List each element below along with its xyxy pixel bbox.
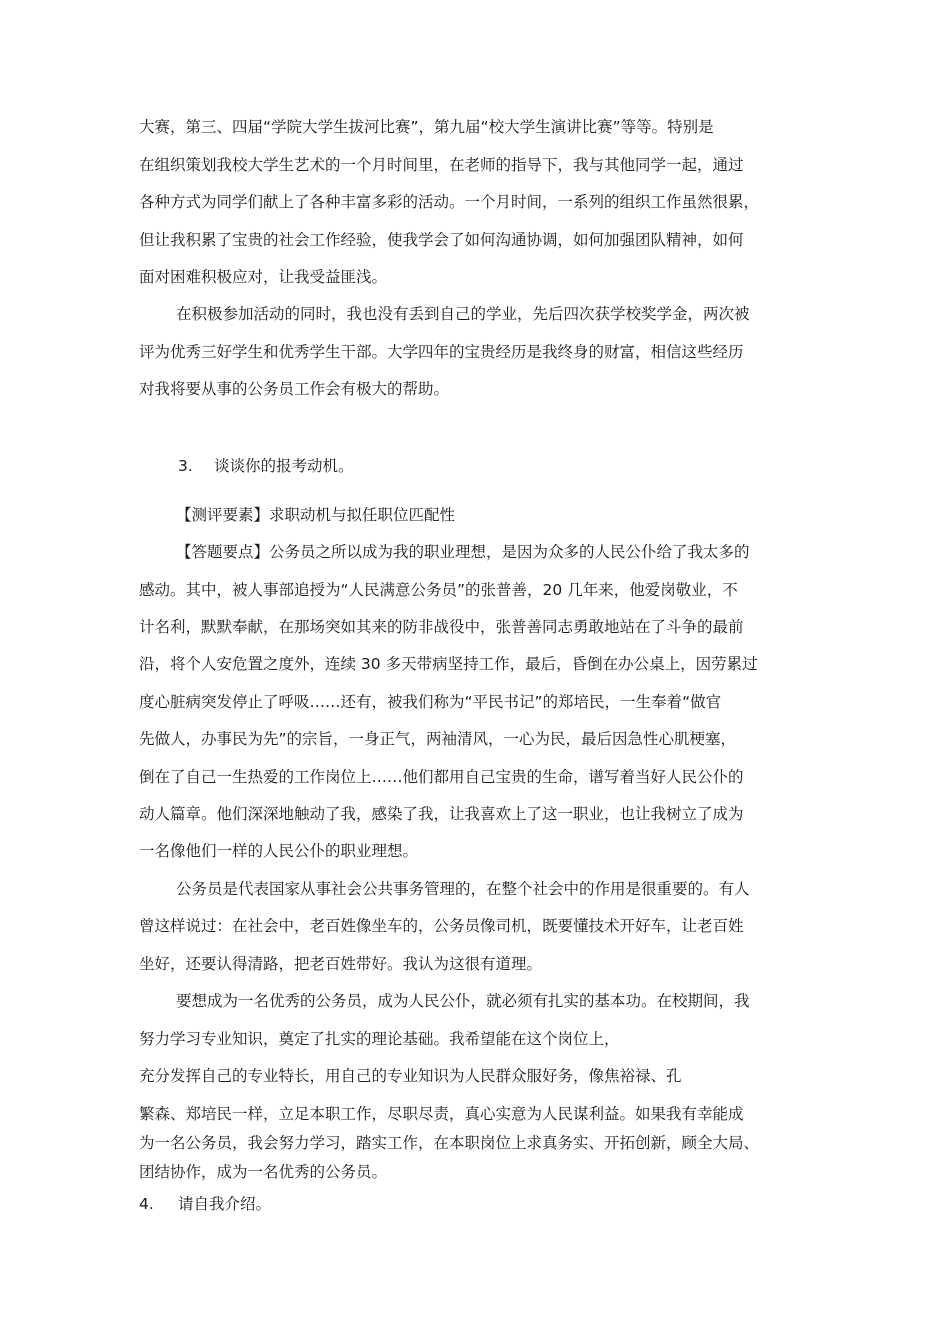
question-text: 谈谈你的报考动机。 [214,457,354,475]
paragraph-line: 坐好，还要认得清路，把老百姓带好。我认为这很有道理。 [139,955,543,973]
paragraph-line: 要想成为一名优秀的公务员，成为人民公仆，就必须有扎实的基本功。在校期间，我 [176,992,750,1010]
paragraph-line: 动人篇章。他们深深地触动了我，感染了我，让我喜欢上了这一职业，也让我树立了成为 [139,805,744,823]
paragraph-line: 各种方式为同学们献上了各种丰富多彩的活动。一个月时间，一系列的组织工作虽然很累， [139,193,760,211]
paragraph-line: 评为优秀三好学生和优秀学生干部。大学四年的宝贵经历是我终身的财富，相信这些经历 [139,343,744,361]
paragraph-line: 计名利，默默奉献，在那场突如其来的防非战役中，张普善同志勇敢地站在了斗争的最前 [139,618,744,636]
paragraph-line: 努力学习专业知识，奠定了扎实的理论基础。我希望能在这个岗位上， [139,1030,620,1048]
paragraph-line: 团结协作，成为一名优秀的公务员。 [139,1163,388,1181]
paragraph-line: 倒在了自己一生热爱的工作岗位上……他们都用自己宝贵的生命，谱写着当好人民公仆的 [139,768,744,786]
paragraph-line: 沿，将个人安危置之度外，连续 30 多天带病坚持工作，最后，昏倒在办公桌上，因劳累过 [139,655,758,673]
paragraph-line: 公务员是代表国家从事社会公共事务管理的，在整个社会中的作用是很重要的。有人 [176,880,750,898]
list-number: 4. [139,1195,154,1213]
list-number: 3. [178,457,193,475]
evaluation-factors: 【测评要素】求职动机与拟任职位匹配性 [176,506,456,524]
paragraph-line: 繁森、郑培民一样，立足本职工作，尽职尽责，真心实意为人民谋利益。如果我有幸能成 [139,1105,744,1123]
paragraph-line: 度心脏病突发停止了呼吸……还有，被我们称为“平民书记”的郑培民，一生奉着“做官 [139,693,722,711]
paragraph-line: 在组织策划我校大学生艺术的一个月时间里，在老师的指导下，我与其他同学一起，通过 [139,156,744,174]
paragraph-line: 感动。其中，被人事部追授为“人民满意公务员”的张普善，20 几年来，他爱岗敬业，不 [139,581,738,599]
paragraph-line: 面对困难积极应对，让我受益匪浅。 [139,268,388,286]
paragraph-line: 大赛，第三、四届“学院大学生拔河比赛”，第九届“校大学生演讲比赛”等等。特别是 [139,118,714,136]
paragraph-line: 为一名公务员，我会努力学习，踏实工作，在本职岗位上求真务实、开拓创新，顾全大局、 [139,1134,760,1152]
paragraph-line: 充分发挥自己的专业特长，用自己的专业知识为人民群众服好务，像焦裕禄、孔 [139,1067,682,1085]
paragraph-line: 但让我积累了宝贵的社会工作经验，使我学会了如何沟通协调，如何加强团队精神，如何 [139,231,744,249]
paragraph-line: 对我将要从事的公务员工作会有极大的帮助。 [139,380,450,398]
paragraph-line: 先做人，办事民为先”的宗旨，一身正气，两袖清风，一心为民，最后因急性心肌梗塞， [139,730,737,748]
paragraph-line: 曾这样说过：在社会中，老百姓像坐车的，公务员像司机，既要懂技术开好车，让老百姓 [139,917,744,935]
paragraph-line: 一名像他们一样的人民公仆的职业理想。 [139,842,419,860]
paragraph-line: 在积极参加活动的同时，我也没有丢到自己的学业，先后四次获学校奖学金，两次被 [176,305,750,323]
question-text: 请自我介绍。 [178,1195,272,1213]
paragraph-line: 【答题要点】公务员之所以成为我的职业理想，是因为众多的人民公仆给了我太多的 [176,543,750,561]
